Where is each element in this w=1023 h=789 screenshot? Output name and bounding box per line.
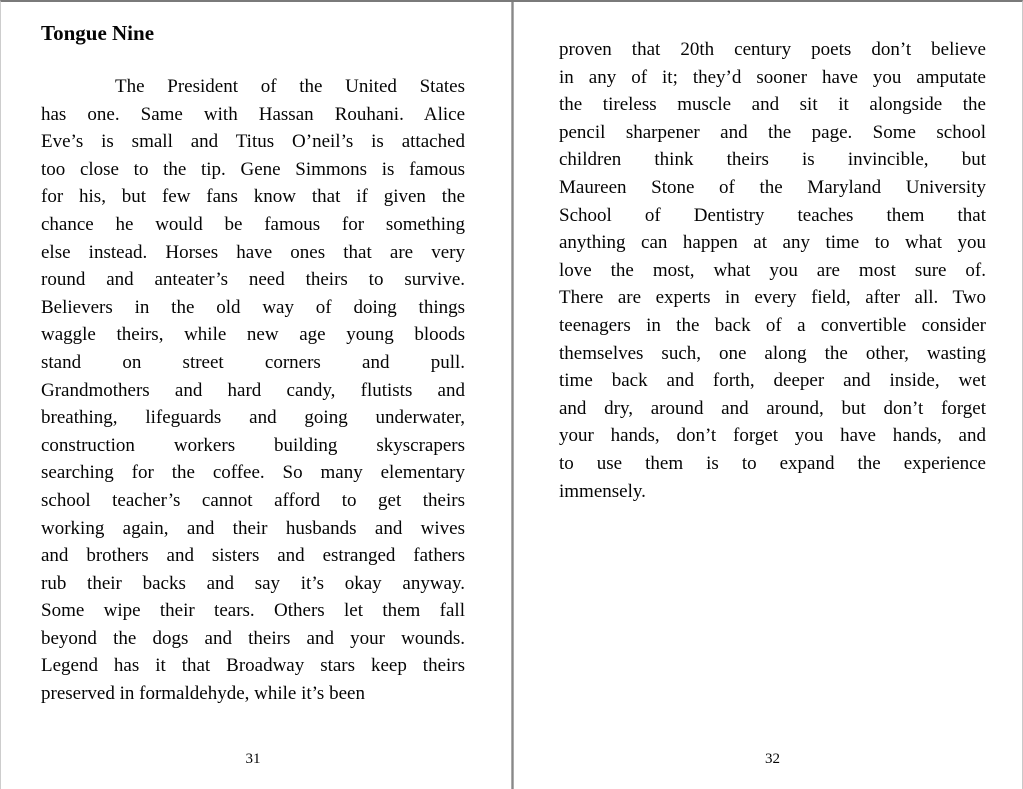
- text-line: children think theirs is invincible, but: [559, 149, 986, 171]
- text-line: preserved in formaldehyde, while it’s been: [41, 683, 365, 705]
- text-line: beyond the dogs and theirs and your wounds.: [41, 627, 465, 649]
- text-line: in any of it; they’d sooner have you amputate: [559, 66, 986, 88]
- text-line: Believers in the old way of doing things: [41, 296, 465, 318]
- text-line: too close to the tip. Gene Simmons is famous: [41, 158, 465, 180]
- text-line: and brothers and sisters and estranged fathers: [41, 545, 465, 567]
- text-line: pencil sharpener and the page. Some school: [559, 121, 986, 143]
- text-line: teenagers in the back of a convertible consider: [559, 314, 986, 336]
- text-line: time back and forth, deeper and inside, wet: [559, 370, 986, 392]
- text-line: Some wipe their tears. Others let them fall: [41, 600, 465, 622]
- text-line: for his, but few fans know that if given the: [41, 186, 465, 208]
- text-line: to use them is to expand the experience: [559, 452, 986, 474]
- text-line: Maureen Stone of the Maryland University: [559, 176, 986, 198]
- text-line: else instead. Horses have ones that are very: [41, 241, 465, 263]
- page-right: [514, 2, 1022, 789]
- text-line: school teacher’s cannot afford to get theirs: [41, 489, 465, 511]
- text-line: themselves such, one along the other, wasting: [559, 342, 986, 364]
- text-line: Grandmothers and hard candy, flutists and: [41, 379, 465, 401]
- chapter-title: Tongue Nine: [41, 21, 155, 45]
- text-line: There are experts in every field, after all. Two: [559, 287, 986, 309]
- page-left: [1, 2, 511, 789]
- page-right-text: [559, 36, 986, 505]
- text-line: construction workers building skyscrapers: [41, 434, 465, 456]
- text-line: The President of the United States: [115, 76, 465, 97]
- page-left-text: [41, 73, 465, 708]
- text-line: anything can happen at any time to what you: [559, 232, 986, 254]
- text-line: chance he would be famous for something: [41, 213, 465, 235]
- text-line: working again, and their husbands and wives: [41, 517, 465, 539]
- text-line: School of Dentistry teaches them that: [559, 204, 986, 226]
- text-line: stand on street corners and pull.: [41, 351, 465, 373]
- text-line: love the most, what you are most sure of.: [559, 259, 986, 281]
- text-line: waggle theirs, while new age young bloods: [41, 324, 465, 346]
- text-line: has one. Same with Hassan Rouhani. Alice: [41, 103, 465, 125]
- page-number-left: 31: [245, 751, 261, 767]
- text-line: your hands, don’t forget you have hands, and: [559, 425, 986, 447]
- text-line: rub their backs and say it’s okay anyway.: [41, 572, 465, 594]
- page-number-right: 32: [765, 751, 780, 767]
- text-line: breathing, lifeguards and going underwater,: [41, 407, 465, 429]
- text-line: round and anteater’s need theirs to survive.: [41, 269, 465, 291]
- text-line: Eve’s is small and Titus O’neil’s is attached: [41, 131, 465, 153]
- text-line: immensely.: [559, 480, 646, 502]
- text-line: the tireless muscle and sit it alongside the: [559, 94, 986, 116]
- text-line: Legend has it that Broadway stars keep theirs: [41, 655, 465, 677]
- text-line: proven that 20th century poets don’t believe: [559, 39, 986, 60]
- text-line: searching for the coffee. So many elementary: [41, 462, 465, 484]
- text-line: and dry, around and around, but don’t forget: [559, 397, 986, 419]
